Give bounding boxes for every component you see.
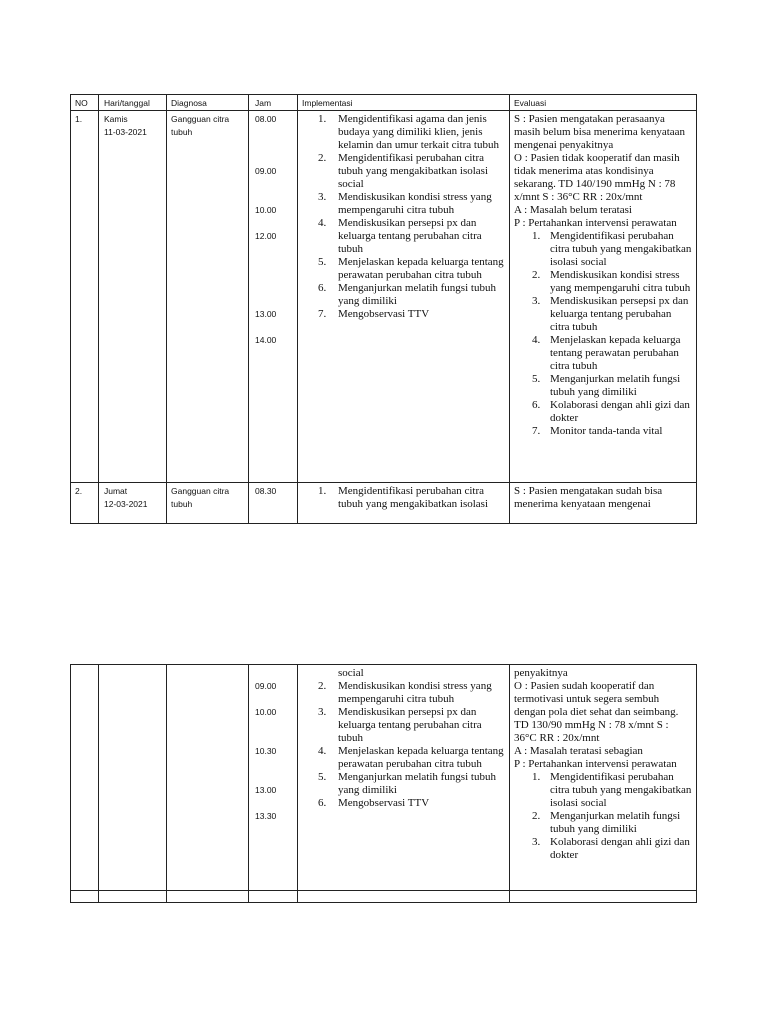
row-number: 1. (71, 111, 99, 483)
time-entry: 13.00 (255, 785, 277, 795)
eval-objective: O : Pasien tidak kooperatif dan masih tidak menerima atas kondisinya sekarang. TD 140/190 mmHg N : 78 x/mnt S : 36°C RR : 20x/mnt (514, 152, 680, 203)
header-row (71, 95, 697, 111)
implementation-list (318, 485, 505, 511)
empty-cell (99, 891, 167, 903)
list-item: 4. Mendiskusikan persepsi px dan keluarga tentang perubahan citra tubuh (318, 217, 482, 255)
day: Kamis (104, 114, 128, 124)
care-table-part-1 (70, 94, 697, 524)
list-item: 1. Mengidentifikasi agama dan jenis budaya yang dimiliki klien, jenis kelamin dan umur terkait citra tubuh (318, 113, 499, 151)
time-entry: 08.30 (255, 486, 277, 496)
time-cell (249, 111, 298, 483)
time-entry: 13.30 (255, 811, 277, 821)
list-item: 6. Menganjurkan melatih fungsi tubuh yang dimiliki (318, 282, 496, 307)
table-row (71, 483, 697, 524)
eval-objective: O : Pasien sudah kooperatif dan termotivasi untuk segera sembuh dengan pola diet sehat dan seimbang. TD 130/90 mmHg N : 78 x/mnt S : 36°C RR : 20x/mnt (514, 680, 679, 744)
list-item: 6. Mengobservasi TTV (318, 797, 430, 809)
list-item: 3. Mendiskusikan persepsi px dan keluarga tentang perubahan citra tubuh (318, 706, 482, 744)
list-item: 7. Mengobservasi TTV (318, 308, 430, 320)
evaluation-cell (510, 483, 697, 524)
list-item: 1. Mengidentifikasi perubahan citra tubuh yang mengakibatkan isolasi (318, 485, 488, 510)
diagnosis-cell (167, 483, 249, 524)
implementation-cell (298, 483, 510, 524)
empty-cell (99, 665, 167, 891)
evaluation-cell (510, 665, 697, 891)
evaluation-cell (510, 111, 697, 483)
header-jam: Jam (249, 95, 298, 111)
list-item: 2. Mengidentifikasi perubahan citra tubuh yang mengakibatkan isolasi social (318, 152, 488, 190)
time-entry: 10.00 (255, 707, 277, 717)
implementation-cell (298, 111, 510, 483)
time-entry: 12.00 (255, 231, 277, 241)
header-no: NO (71, 95, 99, 111)
diagnosis-line-1: Gangguan citra (171, 114, 230, 124)
list-item: 2. Mendiskusikan kondisi stress yang mempengaruhi citra tubuh (318, 680, 492, 705)
row-number: 2. (71, 483, 99, 524)
list-item: 7. Monitor tanda-tanda vital (532, 425, 663, 437)
list-item: 1. Mengidentifikasi perubahan citra tubuh yang mengakibatkan isolasi social (532, 771, 692, 809)
time-entry: 13.00 (255, 309, 277, 319)
eval-subjective: S : Pasien mengatakan perasaanya masih belum bisa menerima kenyataan mengenai penyakitnya (514, 113, 686, 151)
time-entry: 08.00 (255, 114, 277, 124)
time-entry: 09.00 (255, 166, 277, 176)
diagnosis-line-2: tubuh (171, 499, 193, 509)
implementation-list (318, 680, 505, 810)
time-entry: 09.00 (255, 681, 277, 691)
date: 11-03-2021 (104, 127, 147, 137)
list-item: 5. Menjelaskan kepada keluarga tentang perawatan perubahan citra tubuh (318, 256, 504, 281)
eval-subjective: S : Pasien mengatakan sudah bisa menerima kenyataan mengenai (514, 485, 663, 510)
header-diagnosa: Diagnosa (167, 95, 249, 111)
list-item: 2. Mendiskusikan kondisi stress yang mempengaruhi citra tubuh (532, 269, 691, 294)
time-entry: 10.00 (255, 205, 277, 215)
table-row (71, 665, 697, 891)
list-item: 5. Menganjurkan melatih fungsi tubuh yang dimiliki (532, 373, 681, 398)
empty-cell (167, 891, 249, 903)
header-implementasi: Implementasi (298, 95, 510, 111)
empty-cell (167, 665, 249, 891)
implementation-continued: social (338, 667, 364, 679)
empty-cell (249, 891, 298, 903)
eval-plan: P : Pertahankan intervensi perawatan (514, 758, 677, 770)
day-date-cell (99, 111, 167, 483)
list-item: 6. Kolaborasi dengan ahli gizi dan dokter (532, 399, 690, 424)
time-entry: 14.00 (255, 335, 277, 345)
table-row (71, 111, 697, 483)
evaluation-continued: penyakitnya (514, 667, 568, 679)
list-item: 1. Mengidentifikasi perubahan citra tubuh yang mengakibatkan isolasi social (532, 230, 692, 268)
list-item: 2. Menganjurkan melatih fungsi tubuh yang dimiliki (532, 810, 681, 835)
time-entry: 10.30 (255, 746, 277, 756)
list-item: 3. Mendiskusikan persepsi px dan keluarga tentang perubahan citra tubuh (532, 295, 689, 333)
list-item: 3. Kolaborasi dengan ahli gizi dan dokter (532, 836, 690, 861)
list-item: 5. Menganjurkan melatih fungsi tubuh yang dimiliki (318, 771, 496, 796)
diagnosis-line-1: Gangguan citra (171, 486, 230, 496)
day: Jumat (104, 486, 128, 496)
list-item: 3. Mendiskusikan kondisi stress yang mempengaruhi citra tubuh (318, 191, 492, 216)
date: 12-03-2021 (104, 499, 148, 509)
evaluation-plan-list (532, 230, 692, 438)
empty-cell (298, 891, 510, 903)
header-hari-tanggal: Hari/tanggal (99, 95, 167, 111)
empty-cell (71, 665, 99, 891)
table-row (71, 891, 697, 903)
diagnosis-line-2: tubuh (171, 127, 193, 137)
list-item: 4. Menjelaskan kepada keluarga tentang perawatan perubahan citra tubuh (318, 745, 504, 770)
eval-assessment: A : Masalah belum teratasi (514, 204, 632, 216)
eval-assessment: A : Masalah teratasi sebagian (514, 745, 643, 757)
implementation-list (318, 113, 505, 321)
empty-cell (510, 891, 697, 903)
list-item: 4. Menjelaskan kepada keluarga tentang perawatan perubahan citra tubuh (532, 334, 681, 372)
header-evaluasi: Evaluasi (510, 95, 697, 111)
diagnosis-cell (167, 111, 249, 483)
time-cell (249, 665, 298, 891)
day-date-cell (99, 483, 167, 524)
empty-cell (71, 891, 99, 903)
care-table-part-2 (70, 664, 697, 903)
time-cell (249, 483, 298, 524)
evaluation-plan-list (532, 771, 692, 862)
implementation-cell (298, 665, 510, 891)
eval-plan: P : Pertahankan intervensi perawatan (514, 217, 677, 229)
